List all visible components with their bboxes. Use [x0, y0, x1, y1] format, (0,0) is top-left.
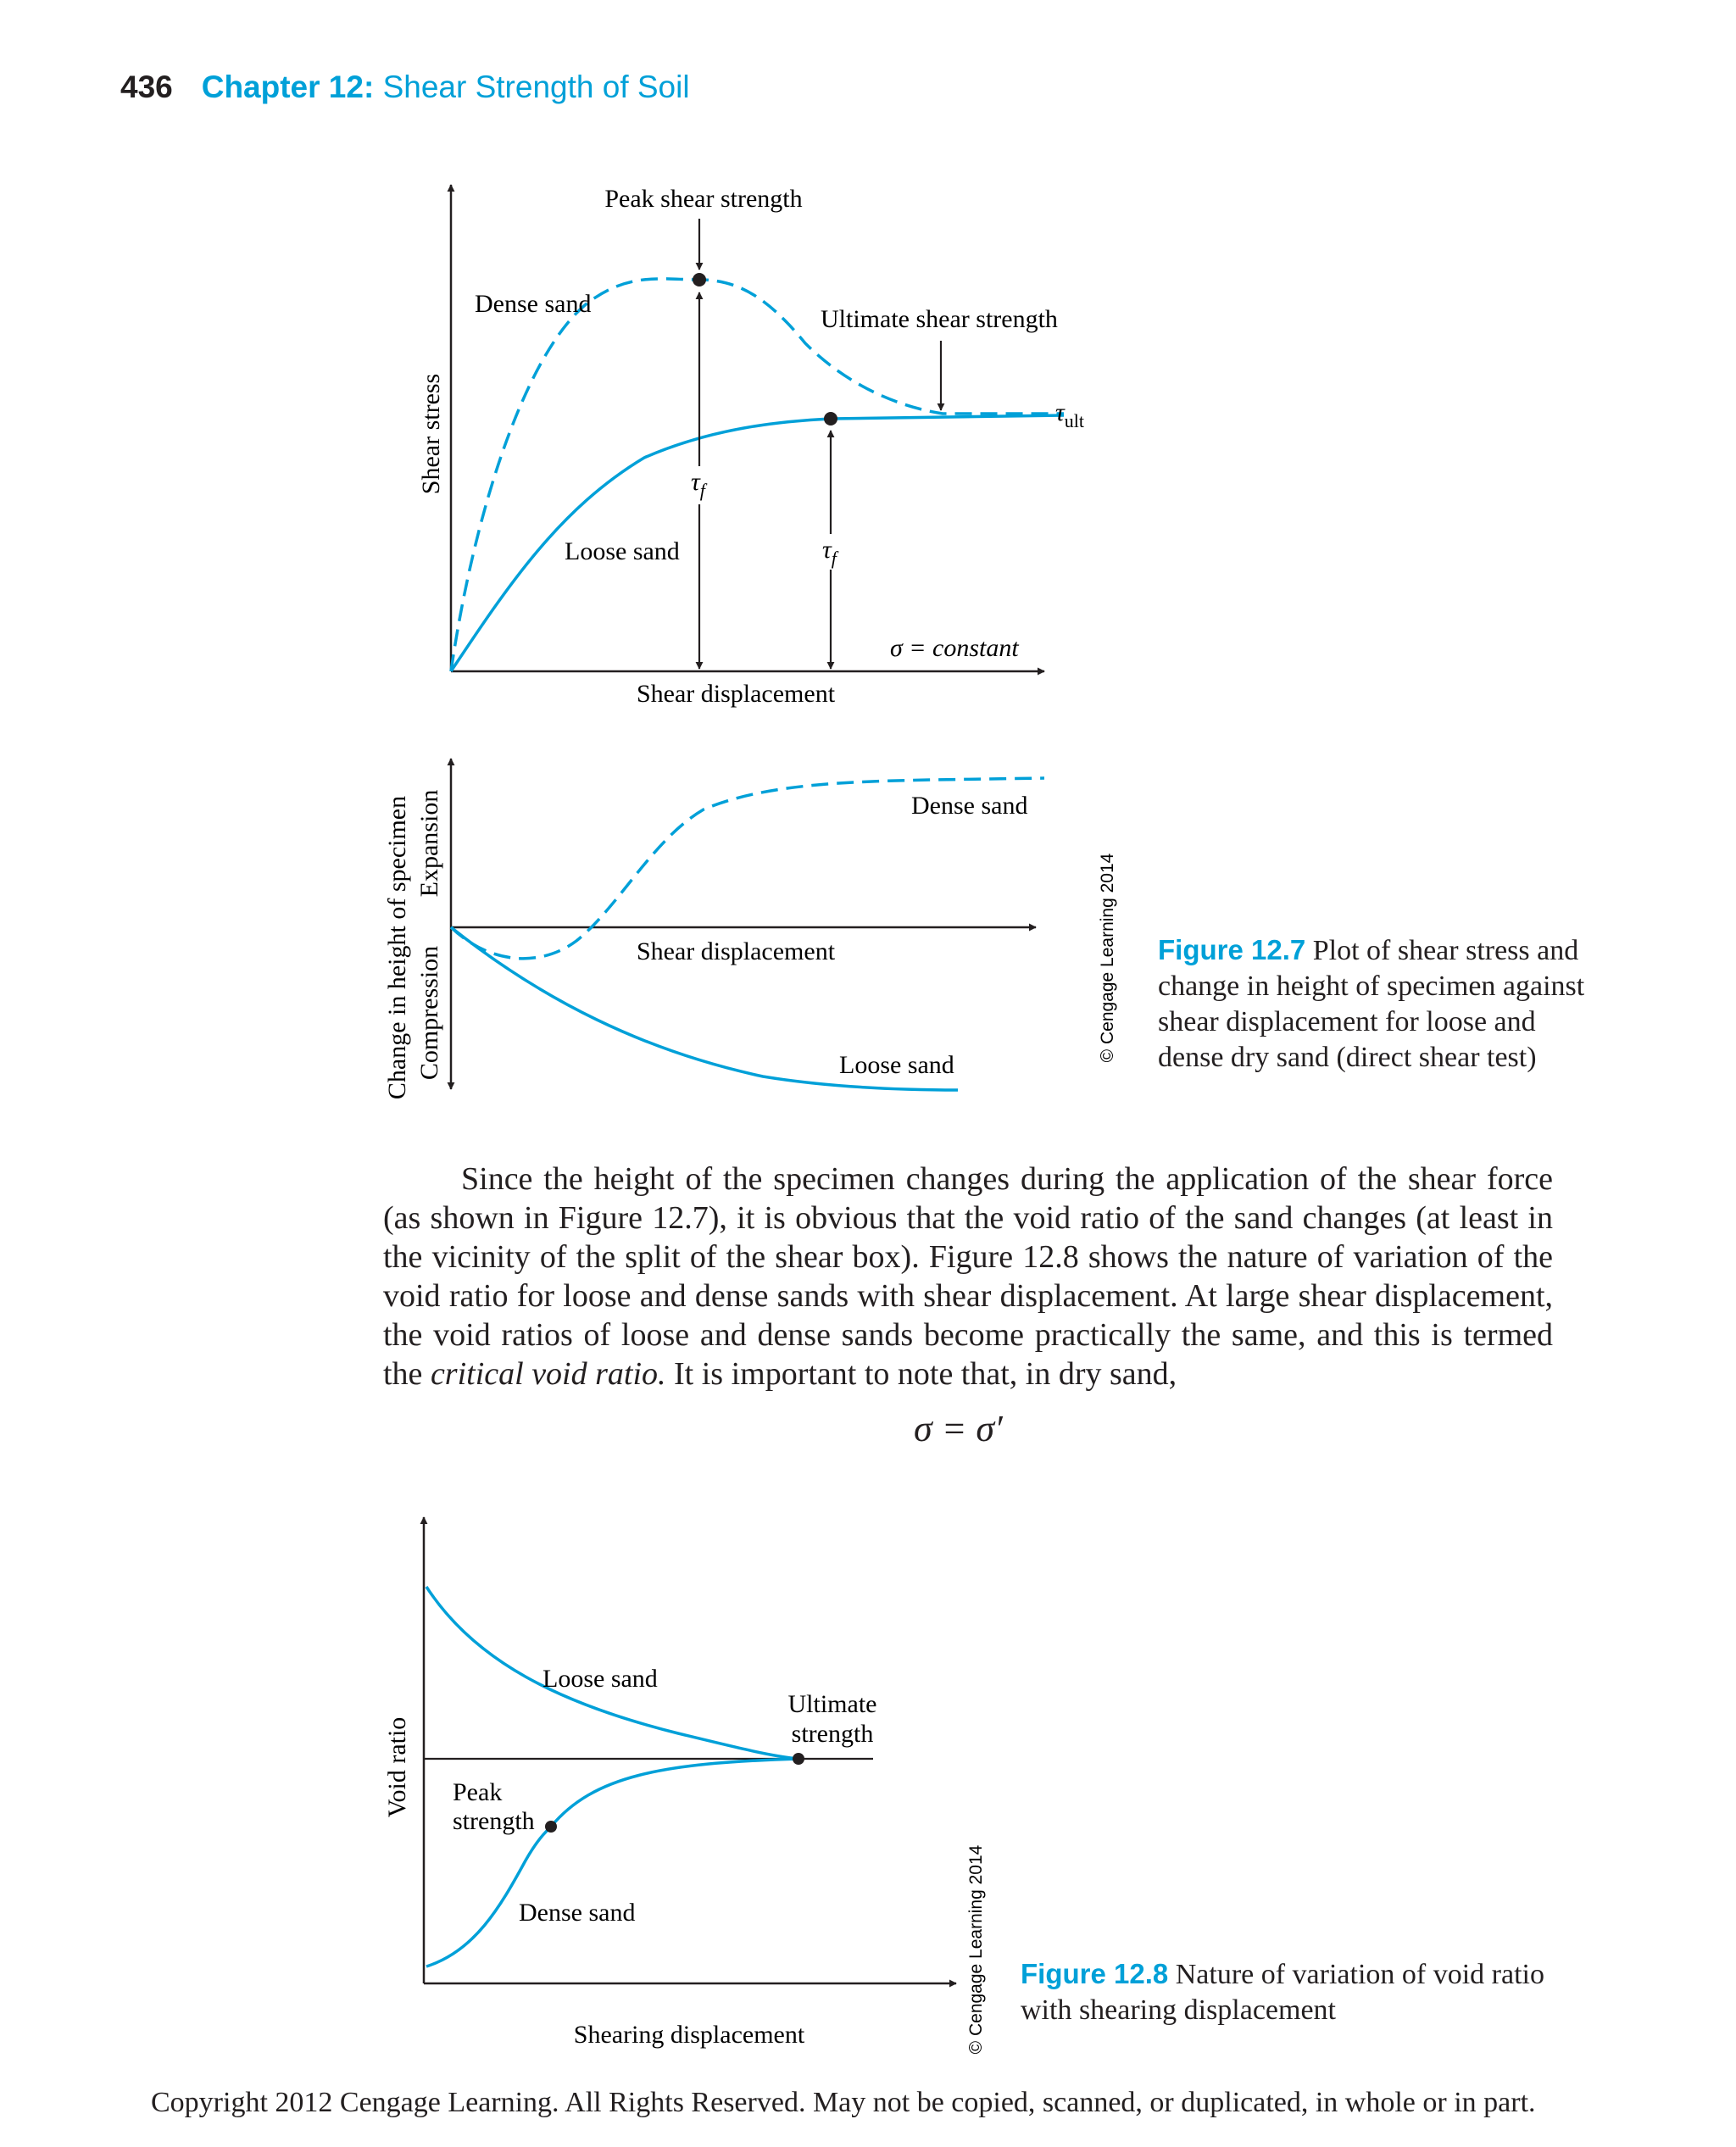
tau-ult-label	[1055, 398, 1084, 431]
loose-sand-label-12-8: Loose sand	[542, 1665, 658, 1693]
figure-12-8-plot	[383, 1517, 986, 2054]
shear-stress-axis-label: Shear stress	[417, 373, 445, 495]
expansion-label: Expansion	[415, 789, 443, 898]
figure-12-7-caption	[1158, 932, 1590, 1076]
figure-12-8-caption-text: Nature of variation of void ratio with shearing displacement	[1021, 1959, 1544, 2026]
void-ratio-axis-label: Void ratio	[383, 1716, 411, 1818]
compression-label: Compression	[415, 945, 443, 1081]
figure-12-8-label: Figure 12.8	[1021, 1958, 1169, 1989]
para-text-2: It is important to note that, in dry sand,	[665, 1356, 1177, 1392]
x-axis-label-bottom: Shear displacement	[636, 937, 836, 965]
loose-sand-label-bottom: Loose sand	[839, 1051, 954, 1079]
tau-f-dense-symbol: τ	[691, 468, 700, 496]
loose-sand-stress-curve	[451, 415, 1064, 671]
tau-ult-subscript: ult	[1064, 410, 1084, 431]
dense-sand-label-12-8: Dense sand	[519, 1899, 636, 1927]
ultimate-strength-point	[793, 1753, 804, 1765]
tau-ult-symbol: τ	[1055, 398, 1065, 426]
copyright-footer: Copyright 2012 Cengage Learning. All Rights Reserved. May not be copied, scanned, or duplicated, in whole or in part.	[151, 2087, 1536, 2118]
peak-shear-strength-label: Peak shear strength	[604, 185, 803, 213]
figure-12-7-label: Figure 12.7	[1158, 934, 1306, 965]
body-paragraph	[383, 1160, 1553, 1393]
tau-f-dense-subscript: f	[699, 480, 705, 501]
shearing-displacement-label: Shearing displacement	[573, 2021, 805, 2049]
ultimate-shear-strength-label: Ultimate shear strength	[821, 305, 1058, 333]
tau-f-loose-label	[822, 536, 839, 569]
loose-sand-label-top: Loose sand	[565, 537, 680, 565]
figure-12-7-bottom-plot	[383, 759, 1117, 1099]
ultimate-strength-label-line2: strength	[791, 1720, 874, 1748]
critical-void-ratio-term: critical void ratio.	[430, 1356, 666, 1392]
copyright-vertical-12-8: © Cengage Learning 2014	[966, 1844, 986, 2055]
tau-f-loose-subscript: f	[831, 548, 837, 569]
para-text-1: Since the height of the specimen changes during the application of the shear force (as shown in Figure 12.7), it is obvious that the void ratio of the sand changes (at least in the vicinity of the split of the shear box). Figure 12.8 shows the nature of variation of the void ratio for loose and dense sands with shear displacement. At large shear displacement, the void ratios of loose and dense sands become practically the same, and this is termed the	[383, 1161, 1553, 1392]
peak-strength-point	[545, 1821, 557, 1833]
sigma-constant-label: σ = constant	[890, 634, 1019, 662]
tau-f-loose-symbol: τ	[822, 536, 832, 564]
x-axis-label-top: Shear displacement	[636, 680, 836, 708]
figure-12-7-top-plot	[417, 185, 1084, 708]
figure-12-8-caption	[1021, 1956, 1580, 2028]
dense-sand-label-bottom: Dense sand	[911, 792, 1028, 820]
tau-f-dense-label	[691, 468, 708, 501]
peak-strength-label-line2: strength	[453, 1807, 535, 1835]
dense-sand-stress-curve	[451, 279, 1064, 671]
copyright-vertical-12-7: © Cengage Learning 2014	[1098, 853, 1117, 1063]
dense-sand-label-top: Dense sand	[475, 290, 592, 318]
peak-strength-label-line1: Peak	[453, 1778, 503, 1806]
figure-12-7-caption-text: Plot of shear stress and change in height of specimen against shear displacement for loose and dense dry sand (direct shear test)	[1158, 935, 1585, 1073]
ultimate-strength-label-line1: Ultimate	[787, 1690, 877, 1718]
peak-point	[693, 273, 706, 286]
page-number: 436	[120, 70, 173, 104]
chapter-label: Chapter 12:	[201, 70, 375, 104]
chapter-title: Shear Strength of Soil	[382, 70, 690, 104]
equation-sigma: σ = σ′	[914, 1408, 1003, 1449]
loose-failure-point	[824, 412, 837, 426]
change-in-height-axis-label: Change in height of specimen	[383, 795, 411, 1100]
